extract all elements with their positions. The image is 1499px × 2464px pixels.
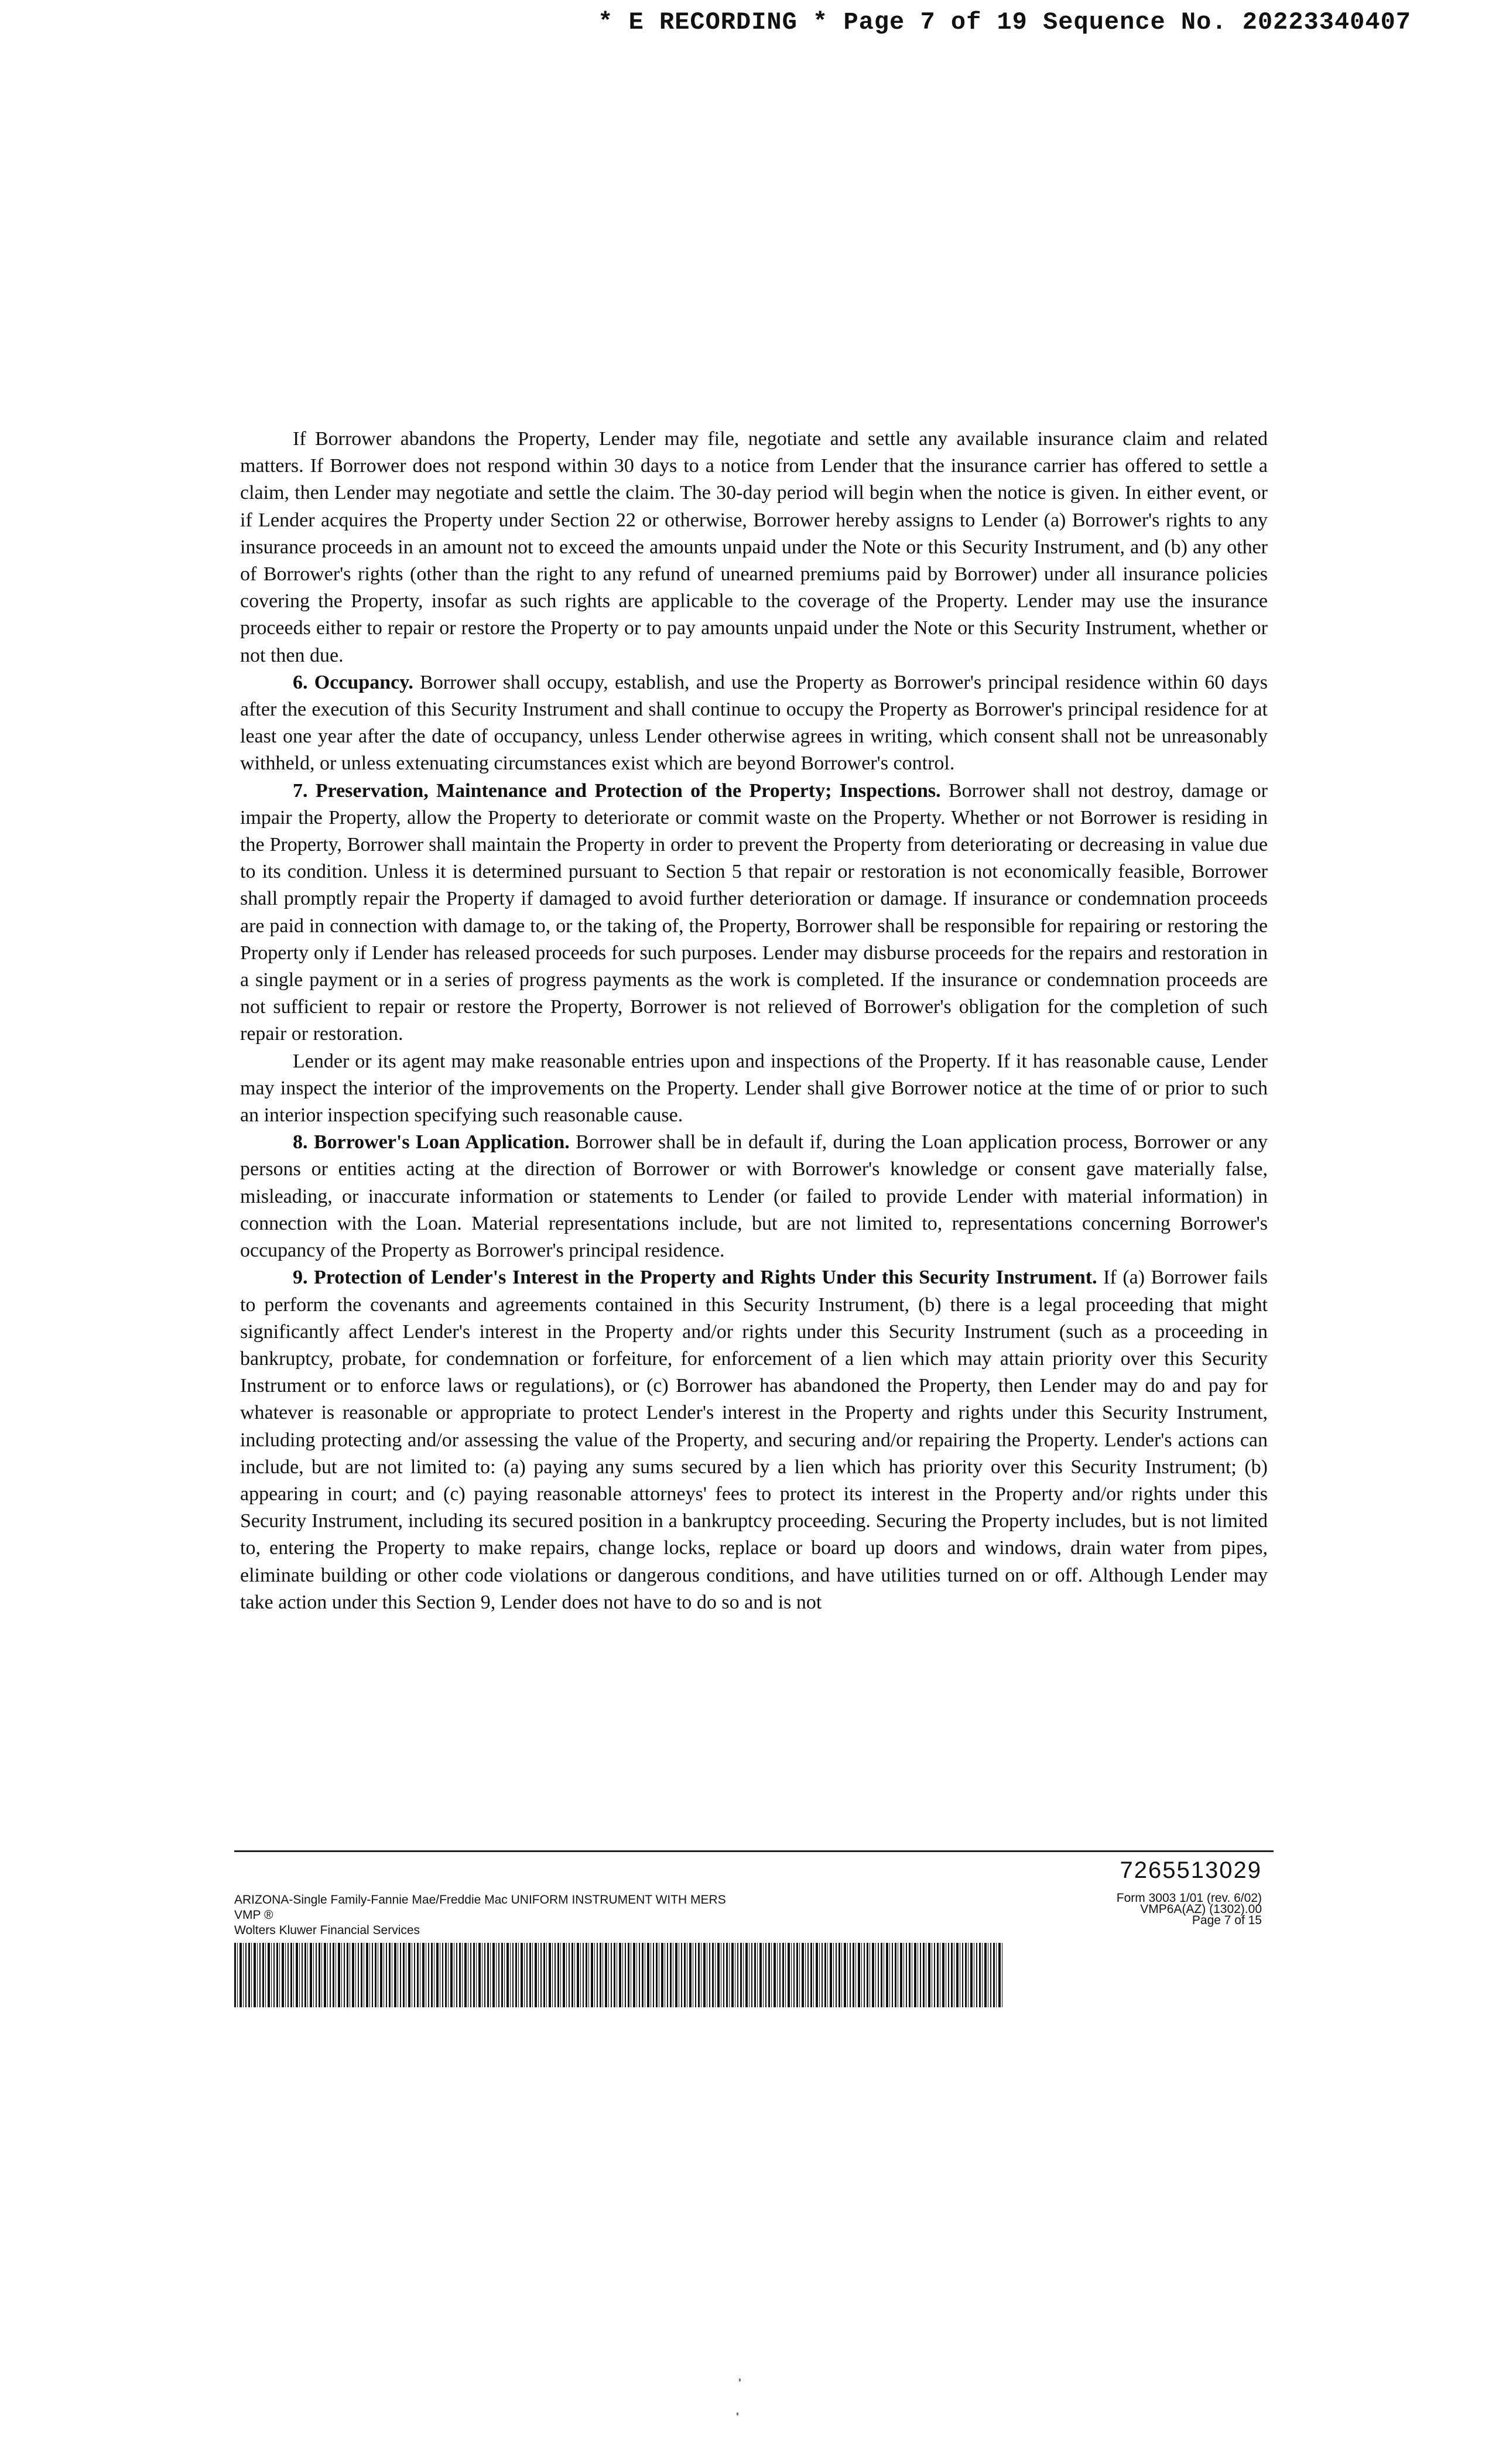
section-6-occupancy (240, 669, 1268, 778)
section-7-title: 7. Preservation, Maintenance and Protection of the Property; Inspections. (293, 779, 941, 802)
section-9-title: 9. Protection of Lender's Interest in the Property and Rights Under this Security Instrument. (293, 1267, 1097, 1289)
footer-divider (234, 1850, 1274, 1852)
section-6-text: Borrower shall occupy, establish, and use the Property as Borrower's principal residence within 60 days after the execution of this Security Instrument and shall continue to occupy the Property as Borrower's principal residence for at least one year after the date of occupancy, unless Lender otherwise agrees in writing, which consent shall not be unreasonably withheld, or unless extenuating circumstances exist which are beyond Borrower's control. (240, 671, 1268, 775)
section-7-text: Borrower shall not destroy, damage or impair the Property, allow the Property to deteriorate or commit waste on the Property. Whether or not Borrower is residing in the Property, Borrower shall maintain the Property in order to prevent the Property from deteriorating or decreasing in value due to its condition. Unless it is determined pursuant to Section 5 that repair or restoration is not economically feasible, Borrower shall promptly repair the Property if damaged to avoid further deterioration or damage. If insurance or condemnation proceeds are paid in connection with damage to, or the taking of, the Property, Borrower shall be responsible for repairing or restoring the Property only if Lender has released proceeds for such purposes. Lender may disburse proceeds for the repairs and restoration in a single payment or in a series of progress payments as the work is completed. If the insurance or condemnation proceeds are not sufficient to repair or restore the Property, Borrower is not relieved of Borrower's obligation for the completion of such repair or restoration. (240, 779, 1268, 1045)
section-8-loan-application (240, 1129, 1268, 1264)
section-7-preservation (240, 778, 1268, 1048)
form-number: Form 3003 1/01 (rev. 6/02) (1116, 1891, 1262, 1905)
footer-form-info (234, 1893, 726, 1938)
barcode (234, 1943, 1002, 2007)
section-8-title: 8. Borrower's Loan Application. (293, 1131, 570, 1154)
section-6-title: 6. Occupancy. (293, 671, 413, 693)
recording-stamp-header: * E RECORDING * Page 7 of 19 Sequence No. 20223340407 (598, 8, 1411, 36)
scan-speck (737, 2412, 738, 2415)
section-9-text: If (a) Borrower fails to perform the covenants and agreements contained in this Security Instrument, (b) there is a legal proceeding that might significantly affect Lender's interest in the Property and/or rights under this Security Instrument (such as a proceeding in bankruptcy, probate, for condemnation or forfeiture, for enforcement of a lien which may attain priority over this Security Instrument or to enforce laws or regulations), or (c) Borrower has abandoned the Property, then Lender may do and pay for whatever is reasonable or appropriate to protect Lender's interest in the Property and rights under this Security Instrument, including protecting and/or assessing the value of the Property, and securing and/or repairing the Property. Lender's actions can include, but are not limited to: (a) paying any sums secured by a lien which has priority over this Security Instrument; (b) appearing in court; and (c) paying reasonable attorneys' fees to protect its interest in the Property and/or rights under this Security Instrument, including its secured position in a bankruptcy proceeding. Securing the Property includes, but is not limited to, entering the Property to make repairs, change locks, replace or board up doors and windows, drain water from pipes, eliminate building or other code violations or dangerous conditions, and have utilities turned on or off. Although Lender may take action under this Section 9, Lender does not have to do so and is not (240, 1267, 1268, 1613)
page-of-label: Page 7 of 15 (1192, 1914, 1262, 1927)
section-7-inspections-paragraph: Lender or its agent may make reasonable entries upon and inspections of the Property. If it has reasonable cause, Lender may inspect the interior of the improvements on the Property. Lender shall give Borrower notice at the time of or prior to such an interior inspection specifying such reasonable cause. (240, 1050, 1268, 1127)
scan-speck (739, 2379, 741, 2381)
insurance-paragraph: If Borrower abandons the Property, Lender may file, negotiate and settle any available insurance claim and related matters. If Borrower does not respond within 30 days to a notice from Lender that the insurance carrier has offered to settle a claim, then Lender may negotiate and settle the claim. The 30-day period will begin when the notice is given. In either event, or if Lender acquires the Property under Section 22 or otherwise, Borrower hereby assigns to Lender (a) Borrower's rights to any insurance proceeds in an amount not to exceed the amounts unpaid under the Note or this Security Instrument, and (b) any other of Borrower's rights (other than the right to any refund of unearned premiums paid by Borrower) under all insurance policies covering the Property, insofar as such rights are applicable to the coverage of the Property. Lender may use the insurance proceeds either to repair or restore the Property or to pay amounts unpaid under the Note or this Security Instrument, whether or not then due. (240, 428, 1268, 666)
loan-number: 7265513029 (1120, 1857, 1262, 1883)
section-8-text: Borrower shall be in default if, during the Loan application process, Borrower or any persons or entities acting at the direction of Borrower or with Borrower's knowledge or consent gave materially false, misleading, or inaccurate information or statements to Lender (or failed to provide Lender with material information) in connection with the Loan. Material representations include, but are not limited to, representations concerning Borrower's occupancy of the Property as Borrower's principal residence. (240, 1131, 1268, 1262)
vmp-code: VMP6A(AZ) (1302).00 (1140, 1902, 1262, 1916)
section-9-protection (240, 1264, 1268, 1616)
publisher-name: Wolters Kluwer Financial Services (234, 1924, 420, 1937)
document-body (240, 426, 1268, 1616)
form-title: ARIZONA-Single Family-Fannie Mae/Freddie Mac UNIFORM INSTRUMENT WITH MERS (234, 1893, 726, 1907)
vmp-mark: VMP ® (234, 1908, 273, 1922)
footer-form-number (1117, 1893, 1262, 1926)
